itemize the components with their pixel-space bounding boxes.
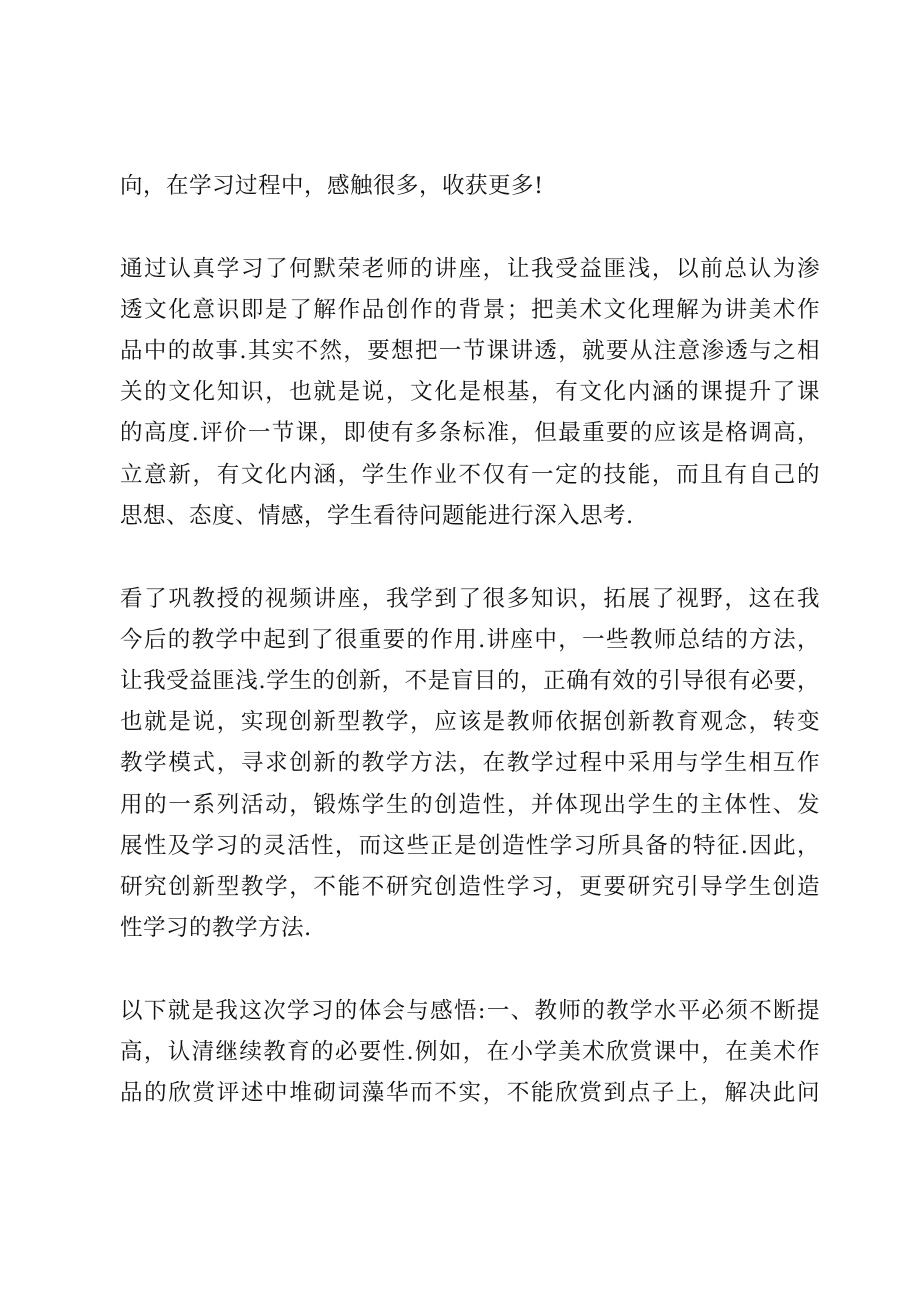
paragraph-line: 看了巩教授的视频讲座，我学到了很多知识，拓展了视野，这在我 bbox=[120, 586, 820, 612]
paragraph-line: 品中的故事.其实不然，要想把一节课讲透，就要从注意渗透与之相 bbox=[120, 338, 820, 364]
paragraph-line: 今后的教学中起到了很重要的作用.讲座中，一些教师总结的方法， bbox=[120, 627, 820, 653]
paragraph-line: 关的文化知识，也就是说，文化是根基，有文化内涵的课提升了课 bbox=[120, 379, 820, 405]
paragraph-line: 高，认清继续教育的必要性.例如，在小学美术欣赏课中，在美术作 bbox=[120, 1039, 820, 1065]
paragraph-line: 以下就是我这次学习的体会与感悟:一、教师的教学水平必须不断提 bbox=[120, 998, 820, 1024]
paragraph-line: 思想、态度、情感，学生看待问题能进行深入思考. bbox=[120, 503, 634, 529]
paragraph-line: 透文化意识即是了解作品创作的背景；把美术文化理解为讲美术作 bbox=[120, 297, 820, 323]
paragraph-line: 用的一系列活动，锻炼学生的创造性，并体现出学生的主体性、发 bbox=[120, 792, 820, 818]
paragraph-line: 让我受益匪浅.学生的创新，不是盲目的，正确有效的引导很有必要， bbox=[120, 668, 820, 694]
paragraph-line: 性学习的教学方法. bbox=[120, 915, 312, 941]
paragraph-line: 立意新，有文化内涵，学生作业不仅有一定的技能，而且有自己的 bbox=[120, 462, 820, 488]
paragraph-line: 研究创新型教学，不能不研究创造性学习，更要研究引导学生创造 bbox=[120, 874, 820, 900]
paragraph-line: 展性及学习的灵活性，而这些正是创造性学习所具备的特征.因此， bbox=[120, 833, 820, 859]
paragraph-line: 也就是说，实现创新型教学，应该是教师依据创新教育观念，转变 bbox=[120, 709, 820, 735]
paragraph-line: 品的欣赏评述中堆砌词藻华而不实，不能欣赏到点子上，解决此问 bbox=[120, 1080, 820, 1106]
paragraph-line: 教学模式，寻求创新的教学方法，在教学过程中采用与学生相互作 bbox=[120, 750, 820, 776]
paragraph-line: 通过认真学习了何默荣老师的讲座，让我受益匪浅，以前总认为渗 bbox=[120, 256, 820, 282]
paragraph-line: 的高度.评价一节课，即使有多条标准，但最重要的应该是格调高， bbox=[120, 420, 820, 446]
paragraph-line: 向，在学习过程中，感触很多，收获更多! bbox=[120, 173, 544, 199]
